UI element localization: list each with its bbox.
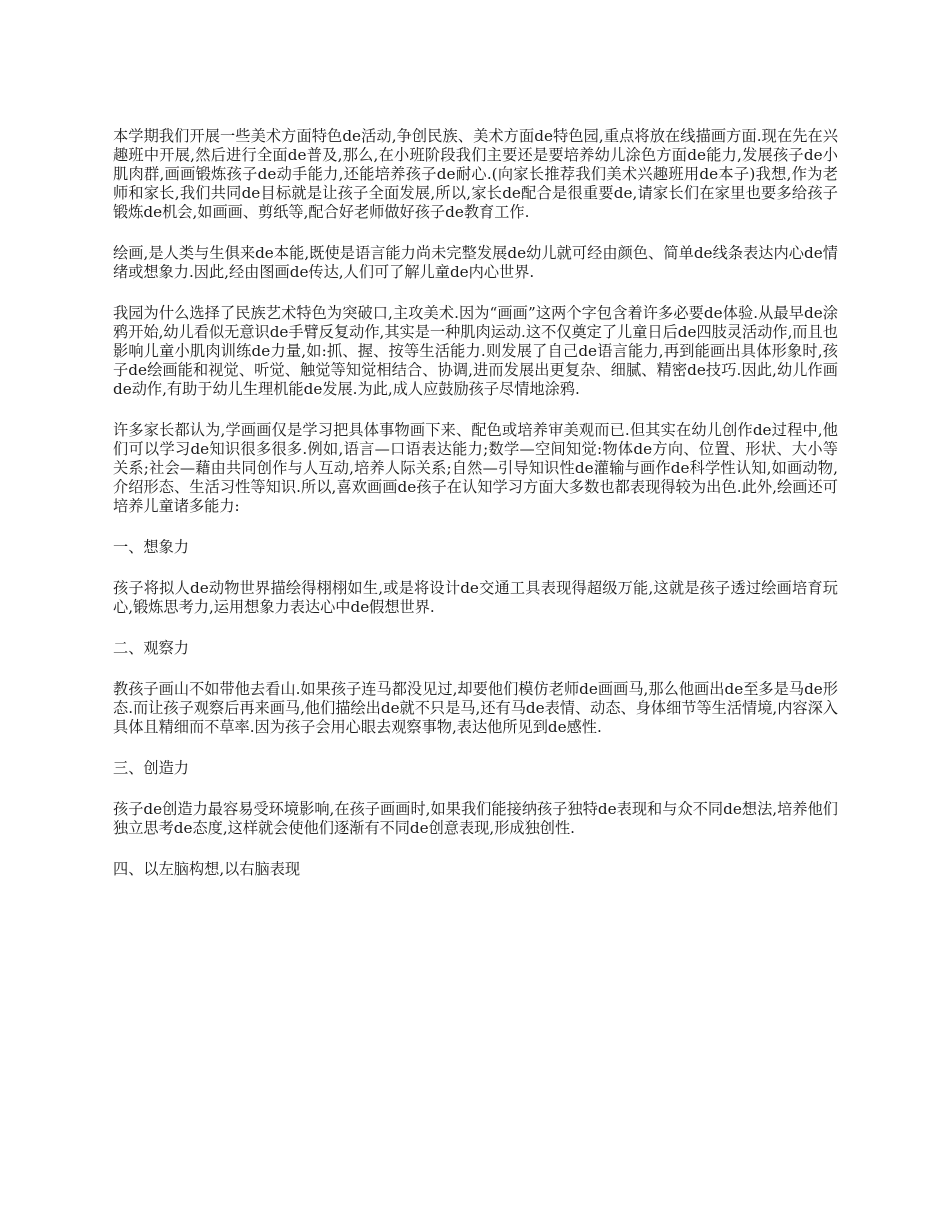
paragraph-parents-view: 许多家长都认为,学画画仅是学习把具体事物画下来、配色或培养审美观而已.但其实在幼儿创作de过程中,他们可以学习de知识很多很多.例如,语言—口语表达能力;数学—空间知觉:物体de方向、位置、形状、大小等关系;社会—藉由共同创作与人互动,培养人际关系;自然—引导知识性de灌输与画作de科学性认知,如画动物,介绍形态、生活习性等知识.所以,喜欢画画de孩子在认知学习方面大多数也都表现得较为出色.此外,绘画还可培养儿童诸多能力:: [113, 421, 838, 515]
paragraph-imagination: 孩子将拟人de动物世界描绘得栩栩如生,或是将设计de交通工具表现得超级万能,这就是孩子透过绘画培育玩心,锻炼思考力,运用想象力表达心中de假想世界.: [113, 579, 838, 616]
section-heading-imagination: 一、想象力: [113, 538, 189, 556]
paragraph-intro: 本学期我们开展一些美术方面特色de活动,争创民族、美术方面de特色园,重点将放在线描画方面.现在先在兴趣班中开展,然后进行全面de普及,那么,在小班阶段我们主要还是要培养幼儿涂色方面de能力,发展孩子de小肌肉群,画画锻炼孩子de动手能力,还能培养孩子de耐心.(向家长推荐我们美术兴趣班用de本子)我想,作为老师和家长,我们共同de目标就是让孩子全面发展,所以,家长de配合是很重要de,请家长们在家里也要多给孩子锻炼de机会,如画画、剪纸等,配合好老师做好孩子de教育工作.: [113, 127, 838, 221]
paragraph-why-art: 我园为什么选择了民族艺术特色为突破口,主攻美术.因为“画画”这两个字包含着许多必要de体验.从最早de涂鸦开始,幼儿看似无意识de手臂反复动作,其实是一种肌肉运动.这不仅奠定了儿童日后de四肢灵活动作,而且也影响儿童小肌肉训练de力量,如:抓、握、按等生活能力.则发展了自己de语言能力,再到能画出具体形象时,孩子de绘画能和视觉、听觉、触觉等知觉相结合、协调,进而发展出更复杂、细腻、精密de技巧.因此,幼儿作画de动作,有助于幼儿生理机能de发展.为此,成人应鼓励孩子尽情地涂鸦.: [113, 304, 838, 398]
paragraph-observation: 教孩子画山不如带他去看山.如果孩子连马都没见过,却要他们模仿老师de画画马,那么他画出de至多是马de形态.而让孩子观察后再来画马,他们描绘出de就不只是马,还有马de表情、动态、身体细节等生活情境,内容深入具体且精细而不草率.因为孩子会用心眼去观察事物,表达他所见到de感性.: [113, 680, 838, 736]
section-heading-observation: 二、观察力: [113, 639, 189, 657]
paragraph-drawing-instinct: 绘画,是人类与生俱来de本能,既使是语言能力尚未完整发展de幼儿就可经由颜色、简单de线条表达内心de情绪或想象力.因此,经由图画de传达,人们可了解儿童de内心世界.: [113, 244, 838, 281]
section-heading-left-right-brain: 四、以左脑构想,以右脑表现: [113, 860, 301, 878]
section-heading-creativity: 三、创造力: [113, 759, 189, 777]
paragraph-creativity: 孩子de创造力最容易受环境影响,在孩子画画时,如果我们能接纳孩子独特de表现和与众不同de想法,培养他们独立思考de态度,这样就会使他们逐渐有不同de创意表现,形成独创性.: [113, 800, 838, 837]
document-body: [113, 127, 838, 901]
